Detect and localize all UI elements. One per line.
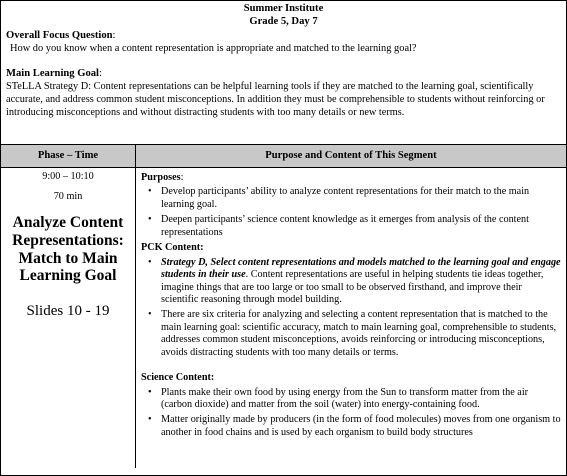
focus-question-colon: : [112, 29, 116, 41]
segment-title: Analyze Content Representations: Match to Main Learning Goal [12, 213, 124, 285]
strategy-d-description: . Content representations are useful in helping students tie ideas together, imagine things that are too large or too small to be observed firsthand, and improve their scientific reasoning through model building. [161, 269, 544, 305]
pck-list [141, 257, 561, 360]
list-item: • There are six criteria for analyzing and selecting a content representation that is matched to the main learning goal: scientific accuracy, match to main learning goal, comprehensible to students, addresses common student misconceptions, avoids reinforcing or introducing misconceptions, avoids distracting students with too many details or terms. [161, 309, 561, 359]
purposes-list [141, 186, 561, 239]
learning-goal-text: STeLLA Strategy D: Content representations can be helpful learning tools if they are matched to the learning goal, scientifically accurate, and address common student misconceptions. In addition they must be comprehensible to students without reinforcing or introducing misconceptions and without distracting students with too many details or new terms. [6, 81, 545, 119]
segment-duration: 70 min [53, 191, 83, 203]
phase-time-cell [1, 168, 136, 468]
phase-time-header: Phase – Time [1, 145, 136, 167]
strategy-d-text: Strategy D, Select content representations and models matched to the learning goal and engage students in their use [161, 256, 561, 281]
science-list [141, 387, 561, 440]
learning-goal-colon: : [99, 68, 102, 80]
list-item [161, 257, 561, 307]
grade-day-title: Grade 5, Day 7 [249, 15, 318, 27]
list-item: • Develop participants’ ability to analyze content representations for their match to the main learning goal. [161, 186, 561, 211]
list-item: • Deepen participants’ science content knowledge as it emerges from analysis of the content representations [161, 214, 561, 239]
purpose-content-cell [141, 169, 561, 469]
pck-label: PCK Content: [141, 242, 204, 254]
purposes-label: Purposes [141, 172, 181, 183]
learning-goal-heading [6, 68, 566, 81]
segment-table [0, 144, 567, 476]
table-header-row [1, 145, 566, 168]
focus-question-heading [6, 30, 566, 43]
purposes-heading [141, 172, 561, 184]
segment-time: 9:00 – 10:10 [42, 171, 94, 182]
science-content-label: Science Content: [141, 372, 215, 384]
purposes-colon: : [180, 172, 184, 183]
list-item: • Matter originally made by producers (in the form of food molecules) moves from one organism to another in food chains and is used by each organism to build body structures [161, 414, 561, 439]
purpose-content-header: Purpose and Content of This Segment [265, 150, 437, 161]
list-item: • Plants make their own food by using energy from the Sun to transform matter from the air (carbon dioxide) and matter from the soil (water) into energy-containing food. [161, 387, 561, 412]
institute-title: Summer Institute [243, 3, 324, 14]
slides-range: Slides 10 - 19 [26, 303, 110, 320]
learning-goal-label: Main Learning Goal [6, 68, 99, 80]
focus-question-text: How do you know when a content representation is appropriate and matched to the learning goal? [10, 42, 417, 54]
header-box [0, 0, 567, 147]
focus-question-label: Overall Focus Question [6, 29, 113, 41]
